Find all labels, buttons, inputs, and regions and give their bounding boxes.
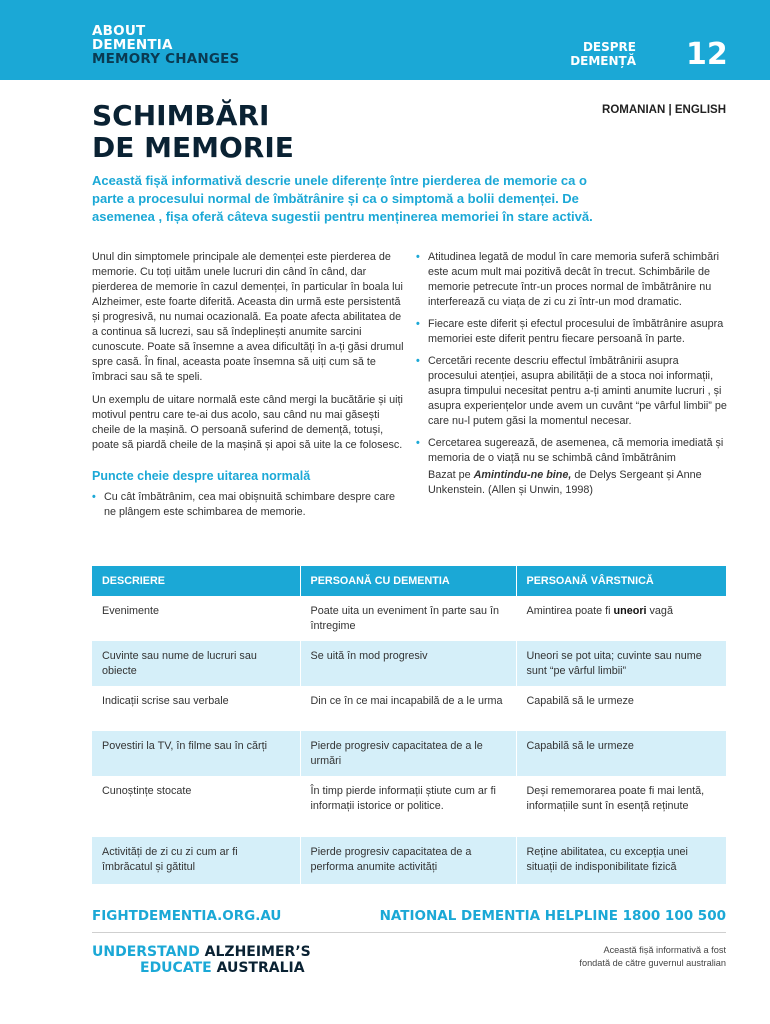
- bullet-item: [416, 354, 730, 429]
- table-row: [92, 837, 726, 884]
- cell-text-bold: uneori: [613, 605, 647, 617]
- organisation-logo: [92, 944, 311, 976]
- table-cell: În timp pierde informații știute cum ar fi informații istorice or politice.: [300, 776, 516, 837]
- series-label-ro-line-1: DESPRE: [582, 40, 636, 54]
- series-line-3: MEMORY CHANGES: [92, 51, 240, 67]
- table-cell: Povestiri la TV, în filme sau în cărți: [92, 731, 300, 776]
- intro-paragraph: Această fișă informativă descrie unele diferențe între pierderea de memorie ca o parte a procesului normal de îmbătrânire și ca o simptomă a bolii demenței. De asemenea , fișa oferă câteva sugestii pentru menținerea memoriei în stare activă.: [92, 173, 593, 224]
- table-row: [92, 641, 726, 686]
- bullet-text: Fiecare este diferit și efectul procesului de îmbătrânire asupra memoriei este diferit pentru fiecare persoană în parte.: [428, 318, 724, 345]
- right-column: [416, 250, 730, 498]
- bullet-icon: •: [416, 355, 420, 367]
- table-cell: Cunoștințe stocate: [92, 776, 300, 837]
- series-line-2: DEMENTIA: [92, 37, 173, 53]
- header-banner: [0, 0, 770, 80]
- logo-word-australia: AUSTRALIA: [216, 960, 305, 976]
- table-cell: Reține abilitatea, cu excepția unei situații de indisponibilitate fizică: [516, 837, 726, 884]
- logo-word-alzheimers: ALZHEIMER’S: [204, 944, 311, 960]
- bullet-icon: •: [416, 251, 420, 263]
- table-cell: [516, 596, 726, 641]
- series-title: [92, 24, 239, 66]
- source-rest: de Delys Sergeant și Anne Unkenstein. (Allen și Unwin, 1998): [428, 469, 702, 496]
- website-link[interactable]: FIGHTDEMENTIA.ORG.AU: [92, 908, 282, 924]
- table-row: [92, 596, 726, 641]
- table-cell: Activități de zi cu zi cum ar fi îmbrăcatul și gătitul: [92, 837, 300, 884]
- helpline-text: NATIONAL DEMENTIA HELPLINE 1800 100 500: [379, 908, 726, 924]
- bullet-item: [416, 436, 730, 466]
- series-label-ro-line-2: DEMENȚĂ: [570, 54, 636, 68]
- page-title: [92, 100, 294, 164]
- bullet-item: [416, 250, 730, 310]
- bullet-text: Cercetarea sugerează, de asemenea, că memoria imediată și memoria de o viață nu se schimbă când îmbătrânim: [428, 437, 724, 464]
- bullet-text: Cercetări recente descriu effectul îmbătrânirii asupra procesului atenției, asupra abilității de a stoca noi informații, asupra timpului necesitat pentru a-ți aminti anumite lucruri , și asupra experiențelor unde avem un cuvânt “pe vârful limbii” pe care nu-l putem găsi la momentul necesar.: [428, 355, 727, 427]
- cell-text-post: vagă: [646, 605, 673, 617]
- table-header-cell: DESCRIERE: [92, 566, 300, 596]
- table-cell: Evenimente: [92, 596, 300, 641]
- left-column: [92, 250, 410, 527]
- sheet-number: 12: [686, 37, 728, 72]
- table-row: [92, 686, 726, 731]
- table-cell: Indicații scrise sau verbale: [92, 686, 300, 731]
- table-header-row: [92, 566, 726, 596]
- table-cell: Capabilă să le urmeze: [516, 686, 726, 731]
- cell-text-pre: Amintirea poate fi: [526, 605, 614, 617]
- table-cell: Deși rememorarea poate fi mai lentă, informațiile sunt în esență reținute: [516, 776, 726, 837]
- bullet-text: Cu cât îmbătrânim, cea mai obișnuită schimbare despre care ne plângem este schimbarea de memorie.: [104, 491, 396, 518]
- title-line-1: SCHIMBĂRI: [92, 99, 270, 132]
- table-cell: Pierde progresiv capacitatea de a performa anumite activități: [300, 837, 516, 884]
- logo-word-educate: EDUCATE: [140, 960, 212, 976]
- table-cell: Din ce în ce mai incapabilă de a le urma: [300, 686, 516, 731]
- bullet-item: [92, 490, 410, 520]
- key-points-heading: Puncte cheie despre uitarea normală: [92, 469, 311, 483]
- series-line-1: ABOUT: [92, 23, 146, 39]
- title-line-2: DE MEMORIE: [92, 131, 294, 164]
- bullet-item: [416, 317, 730, 347]
- comparison-table: [92, 566, 727, 884]
- languages-label: ROMANIAN | ENGLISH: [602, 104, 726, 116]
- source-citation: [416, 468, 730, 498]
- table-cell: Cuvinte sau nume de lucruri sau obiecte: [92, 641, 300, 686]
- funding-line-2: fondată de către guvernul australian: [579, 958, 726, 968]
- table-header-cell: PERSOANĂ CU DEMENTIA: [300, 566, 516, 596]
- bullet-icon: •: [416, 437, 420, 449]
- left-paragraph-1: Unul din simptomele principale ale demenței este pierderea de memorie. Cu toți uităm unele lucruri din când în când, dar pierderea de memorie în cazul demenței, în particular în boala lui Alzheimer, este foarte diferită. Aceasta din urmă este persistentă și progresivă, nu numai ocazională. Ea poate afecta abilitatea de a continua să lucrezi, sau să îndeplinești anumite sarcini cunoscute. Poate să însemne a avea dificultăți în a-ți găsi drumul spre casă. În final, aceasta poate însemna să uiți cum să te îmbraci sau să te speli.: [92, 251, 404, 383]
- series-label-ro: [570, 40, 636, 68]
- bullet-icon: •: [416, 318, 420, 330]
- table-cell: Pierde progresiv capacitatea de a le urmări: [300, 731, 516, 776]
- table-cell: Poate uita un eveniment în parte sau în întregime: [300, 596, 516, 641]
- footer-divider: [92, 932, 726, 933]
- bullet-text: Atitudinea legată de modul în care memoria suferă schimbări este acum mult mai pozitivă decât în trecut. Schimbările de memorie petrecute într-un proces normal de îmbătrânire nu interferează cu viața de zi cu zi într-un mod dramatic.: [428, 251, 720, 308]
- source-prefix: Bazat pe: [428, 469, 474, 481]
- funding-note: [579, 944, 726, 970]
- table-cell: Uneori se pot uita; cuvinte sau nume sunt “pe vârful limbii”: [516, 641, 726, 686]
- table-header-cell: PERSOANĂ VÂRSTNICĂ: [516, 566, 726, 596]
- left-paragraph-2: Un exemplu de uitare normală este când mergi la bucătărie și uiți motivul pentru care te-ai dus acolo, sau când nu mai găsești cheile de la mașină. O persoană suferind de demență, totuși, poate să piardă cheile de la mașină și apoi să uite la ce folosesc.: [92, 394, 403, 451]
- bullet-icon: •: [92, 491, 96, 503]
- footer-links: [92, 908, 726, 924]
- table-cell: Capabilă să le urmeze: [516, 731, 726, 776]
- table-row: [92, 731, 726, 776]
- source-book-title: Amintindu-ne bine,: [473, 469, 572, 481]
- table-cell: Se uită în mod progresiv: [300, 641, 516, 686]
- funding-line-1: Această fișă informativă a fost: [603, 945, 726, 955]
- table-row: [92, 776, 726, 837]
- logo-word-understand: UNDERSTAND: [92, 944, 200, 960]
